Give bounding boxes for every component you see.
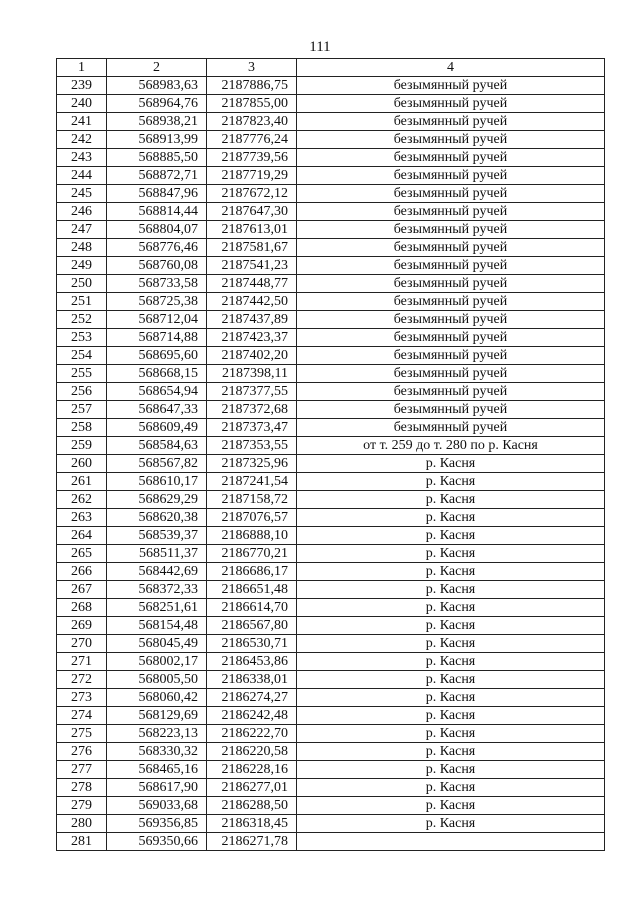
y-coordinate-cell: 2187581,67 (207, 239, 297, 257)
description-cell: р. Касня (297, 743, 605, 761)
description-cell: р. Касня (297, 527, 605, 545)
description-cell: р. Касня (297, 797, 605, 815)
table-row (57, 203, 605, 221)
description-cell: р. Касня (297, 779, 605, 797)
description-cell: р. Касня (297, 563, 605, 581)
table-row (57, 131, 605, 149)
x-coordinate-cell: 569350,66 (107, 833, 207, 851)
y-coordinate-cell: 2186567,80 (207, 617, 297, 635)
description-cell: р. Касня (297, 761, 605, 779)
x-coordinate-cell: 568629,29 (107, 491, 207, 509)
description-cell: р. Касня (297, 455, 605, 473)
point-number-cell: 269 (57, 617, 107, 635)
y-coordinate-cell: 2187402,20 (207, 347, 297, 365)
description-cell: безымянный ручей (297, 185, 605, 203)
y-coordinate-cell: 2187719,29 (207, 167, 297, 185)
y-coordinate-cell: 2186338,01 (207, 671, 297, 689)
x-coordinate-cell: 568885,50 (107, 149, 207, 167)
table-row (57, 563, 605, 581)
point-number-cell: 273 (57, 689, 107, 707)
x-coordinate-cell: 568465,16 (107, 761, 207, 779)
y-coordinate-cell: 2186242,48 (207, 707, 297, 725)
x-coordinate-cell: 568964,76 (107, 95, 207, 113)
description-cell (297, 833, 605, 851)
table-row (57, 707, 605, 725)
point-number-cell: 263 (57, 509, 107, 527)
point-number-cell: 279 (57, 797, 107, 815)
y-coordinate-cell: 2187241,54 (207, 473, 297, 491)
table-row (57, 725, 605, 743)
table-row (57, 401, 605, 419)
y-coordinate-cell: 2187398,11 (207, 365, 297, 383)
table-row (57, 599, 605, 617)
point-number-cell: 257 (57, 401, 107, 419)
table-row (57, 239, 605, 257)
description-cell: безымянный ручей (297, 131, 605, 149)
point-number-cell: 248 (57, 239, 107, 257)
y-coordinate-cell: 2187448,77 (207, 275, 297, 293)
point-number-cell: 272 (57, 671, 107, 689)
point-number-cell: 280 (57, 815, 107, 833)
x-coordinate-cell: 568647,33 (107, 401, 207, 419)
table-row (57, 455, 605, 473)
x-coordinate-cell: 568372,33 (107, 581, 207, 599)
description-cell: р. Касня (297, 671, 605, 689)
point-number-cell: 242 (57, 131, 107, 149)
y-coordinate-cell: 2187372,68 (207, 401, 297, 419)
x-coordinate-cell: 568005,50 (107, 671, 207, 689)
table-row (57, 365, 605, 383)
point-number-cell: 275 (57, 725, 107, 743)
x-coordinate-cell: 568776,46 (107, 239, 207, 257)
point-number-cell: 277 (57, 761, 107, 779)
description-cell: безымянный ручей (297, 365, 605, 383)
point-number-cell: 247 (57, 221, 107, 239)
description-cell: безымянный ручей (297, 257, 605, 275)
table-row (57, 473, 605, 491)
table-row (57, 383, 605, 401)
point-number-cell: 243 (57, 149, 107, 167)
table-row (57, 167, 605, 185)
table-row (57, 257, 605, 275)
description-cell: р. Касня (297, 707, 605, 725)
y-coordinate-cell: 2187613,01 (207, 221, 297, 239)
table-row (57, 509, 605, 527)
y-coordinate-cell: 2187437,89 (207, 311, 297, 329)
point-number-cell: 276 (57, 743, 107, 761)
description-cell: р. Касня (297, 635, 605, 653)
table-row (57, 617, 605, 635)
description-cell: безымянный ручей (297, 77, 605, 95)
table-row (57, 527, 605, 545)
x-coordinate-cell: 568330,32 (107, 743, 207, 761)
x-coordinate-cell: 568872,71 (107, 167, 207, 185)
table-row (57, 545, 605, 563)
description-cell: р. Касня (297, 653, 605, 671)
description-cell: р. Касня (297, 725, 605, 743)
y-coordinate-cell: 2186277,01 (207, 779, 297, 797)
x-coordinate-cell: 568760,08 (107, 257, 207, 275)
table-body (57, 77, 605, 851)
point-number-cell: 266 (57, 563, 107, 581)
table-row (57, 761, 605, 779)
point-number-cell: 259 (57, 437, 107, 455)
x-coordinate-cell: 568609,49 (107, 419, 207, 437)
x-coordinate-cell: 568654,94 (107, 383, 207, 401)
table-header-row (57, 59, 605, 77)
x-coordinate-cell: 568567,82 (107, 455, 207, 473)
description-cell: р. Касня (297, 545, 605, 563)
y-coordinate-cell: 2186288,50 (207, 797, 297, 815)
table-row (57, 437, 605, 455)
x-coordinate-cell: 568847,96 (107, 185, 207, 203)
y-coordinate-cell: 2187672,12 (207, 185, 297, 203)
x-coordinate-cell: 568617,90 (107, 779, 207, 797)
y-coordinate-cell: 2187739,56 (207, 149, 297, 167)
description-cell: р. Касня (297, 689, 605, 707)
point-number-cell: 244 (57, 167, 107, 185)
y-coordinate-cell: 2187377,55 (207, 383, 297, 401)
column-header-y: 3 (207, 59, 297, 77)
x-coordinate-cell: 568938,21 (107, 113, 207, 131)
point-number-cell: 274 (57, 707, 107, 725)
y-coordinate-cell: 2187423,37 (207, 329, 297, 347)
y-coordinate-cell: 2186614,70 (207, 599, 297, 617)
point-number-cell: 262 (57, 491, 107, 509)
description-cell: безымянный ручей (297, 203, 605, 221)
table-row (57, 113, 605, 131)
table-row (57, 419, 605, 437)
table-row (57, 779, 605, 797)
description-cell: р. Касня (297, 617, 605, 635)
x-coordinate-cell: 569033,68 (107, 797, 207, 815)
table-row (57, 635, 605, 653)
table-row (57, 311, 605, 329)
x-coordinate-cell: 568129,69 (107, 707, 207, 725)
y-coordinate-cell: 2187823,40 (207, 113, 297, 131)
description-cell: р. Касня (297, 509, 605, 527)
point-number-cell: 246 (57, 203, 107, 221)
x-coordinate-cell: 568804,07 (107, 221, 207, 239)
description-cell: безымянный ручей (297, 239, 605, 257)
point-number-cell: 255 (57, 365, 107, 383)
point-number-cell: 253 (57, 329, 107, 347)
coordinates-table (56, 58, 605, 851)
x-coordinate-cell: 568251,61 (107, 599, 207, 617)
point-number-cell: 240 (57, 95, 107, 113)
table-row (57, 671, 605, 689)
table-row (57, 491, 605, 509)
table-row (57, 329, 605, 347)
y-coordinate-cell: 2186228,16 (207, 761, 297, 779)
table-row (57, 149, 605, 167)
point-number-cell: 256 (57, 383, 107, 401)
description-cell: безымянный ручей (297, 167, 605, 185)
point-number-cell: 239 (57, 77, 107, 95)
table-row (57, 293, 605, 311)
x-coordinate-cell: 568695,60 (107, 347, 207, 365)
table-row (57, 95, 605, 113)
point-number-cell: 261 (57, 473, 107, 491)
description-cell: р. Касня (297, 473, 605, 491)
x-coordinate-cell: 568725,38 (107, 293, 207, 311)
x-coordinate-cell: 568668,15 (107, 365, 207, 383)
point-number-cell: 271 (57, 653, 107, 671)
point-number-cell: 245 (57, 185, 107, 203)
description-cell: безымянный ручей (297, 293, 605, 311)
point-number-cell: 252 (57, 311, 107, 329)
table-row (57, 797, 605, 815)
description-cell: безымянный ручей (297, 221, 605, 239)
description-cell: безымянный ручей (297, 383, 605, 401)
description-cell: безымянный ручей (297, 275, 605, 293)
y-coordinate-cell: 2187541,23 (207, 257, 297, 275)
point-number-cell: 267 (57, 581, 107, 599)
description-cell: безымянный ручей (297, 419, 605, 437)
description-cell: от т. 259 до т. 280 по р. Касня (297, 437, 605, 455)
x-coordinate-cell: 568442,69 (107, 563, 207, 581)
x-coordinate-cell: 568913,99 (107, 131, 207, 149)
y-coordinate-cell: 2186318,45 (207, 815, 297, 833)
y-coordinate-cell: 2186651,48 (207, 581, 297, 599)
point-number-cell: 281 (57, 833, 107, 851)
y-coordinate-cell: 2187647,30 (207, 203, 297, 221)
table-row (57, 581, 605, 599)
description-cell: р. Касня (297, 599, 605, 617)
y-coordinate-cell: 2186770,21 (207, 545, 297, 563)
y-coordinate-cell: 2187353,55 (207, 437, 297, 455)
y-coordinate-cell: 2187886,75 (207, 77, 297, 95)
table-row (57, 833, 605, 851)
x-coordinate-cell: 568620,38 (107, 509, 207, 527)
column-header-description: 4 (297, 59, 605, 77)
point-number-cell: 249 (57, 257, 107, 275)
y-coordinate-cell: 2187373,47 (207, 419, 297, 437)
description-cell: безымянный ручей (297, 95, 605, 113)
y-coordinate-cell: 2186274,27 (207, 689, 297, 707)
description-cell: безымянный ручей (297, 401, 605, 419)
point-number-cell: 270 (57, 635, 107, 653)
table-row (57, 743, 605, 761)
x-coordinate-cell: 569356,85 (107, 815, 207, 833)
point-number-cell: 251 (57, 293, 107, 311)
x-coordinate-cell: 568733,58 (107, 275, 207, 293)
y-coordinate-cell: 2186222,70 (207, 725, 297, 743)
x-coordinate-cell: 568002,17 (107, 653, 207, 671)
x-coordinate-cell: 568154,48 (107, 617, 207, 635)
point-number-cell: 264 (57, 527, 107, 545)
x-coordinate-cell: 568539,37 (107, 527, 207, 545)
column-header-x: 2 (107, 59, 207, 77)
x-coordinate-cell: 568223,13 (107, 725, 207, 743)
table-row (57, 185, 605, 203)
x-coordinate-cell: 568983,63 (107, 77, 207, 95)
y-coordinate-cell: 2187442,50 (207, 293, 297, 311)
description-cell: безымянный ручей (297, 347, 605, 365)
y-coordinate-cell: 2187325,96 (207, 455, 297, 473)
y-coordinate-cell: 2187158,72 (207, 491, 297, 509)
point-number-cell: 254 (57, 347, 107, 365)
y-coordinate-cell: 2186453,86 (207, 653, 297, 671)
y-coordinate-cell: 2186220,58 (207, 743, 297, 761)
x-coordinate-cell: 568610,17 (107, 473, 207, 491)
x-coordinate-cell: 568584,63 (107, 437, 207, 455)
y-coordinate-cell: 2186686,17 (207, 563, 297, 581)
x-coordinate-cell: 568045,49 (107, 635, 207, 653)
point-number-cell: 278 (57, 779, 107, 797)
y-coordinate-cell: 2186271,78 (207, 833, 297, 851)
x-coordinate-cell: 568714,88 (107, 329, 207, 347)
page-number: 111 (309, 39, 331, 55)
table-row (57, 689, 605, 707)
column-header-point: 1 (57, 59, 107, 77)
y-coordinate-cell: 2187855,00 (207, 95, 297, 113)
y-coordinate-cell: 2187076,57 (207, 509, 297, 527)
description-cell: безымянный ручей (297, 311, 605, 329)
table-row (57, 815, 605, 833)
table-row (57, 347, 605, 365)
table-row (57, 275, 605, 293)
description-cell: безымянный ручей (297, 329, 605, 347)
point-number-cell: 250 (57, 275, 107, 293)
description-cell: безымянный ручей (297, 149, 605, 167)
y-coordinate-cell: 2186888,10 (207, 527, 297, 545)
point-number-cell: 268 (57, 599, 107, 617)
description-cell: р. Касня (297, 581, 605, 599)
description-cell: р. Касня (297, 491, 605, 509)
x-coordinate-cell: 568511,37 (107, 545, 207, 563)
description-cell: безымянный ручей (297, 113, 605, 131)
description-cell: р. Касня (297, 815, 605, 833)
y-coordinate-cell: 2187776,24 (207, 131, 297, 149)
point-number-cell: 241 (57, 113, 107, 131)
point-number-cell: 265 (57, 545, 107, 563)
x-coordinate-cell: 568060,42 (107, 689, 207, 707)
x-coordinate-cell: 568814,44 (107, 203, 207, 221)
table-row (57, 221, 605, 239)
point-number-cell: 258 (57, 419, 107, 437)
point-number-cell: 260 (57, 455, 107, 473)
table-row (57, 77, 605, 95)
table-row (57, 653, 605, 671)
x-coordinate-cell: 568712,04 (107, 311, 207, 329)
y-coordinate-cell: 2186530,71 (207, 635, 297, 653)
